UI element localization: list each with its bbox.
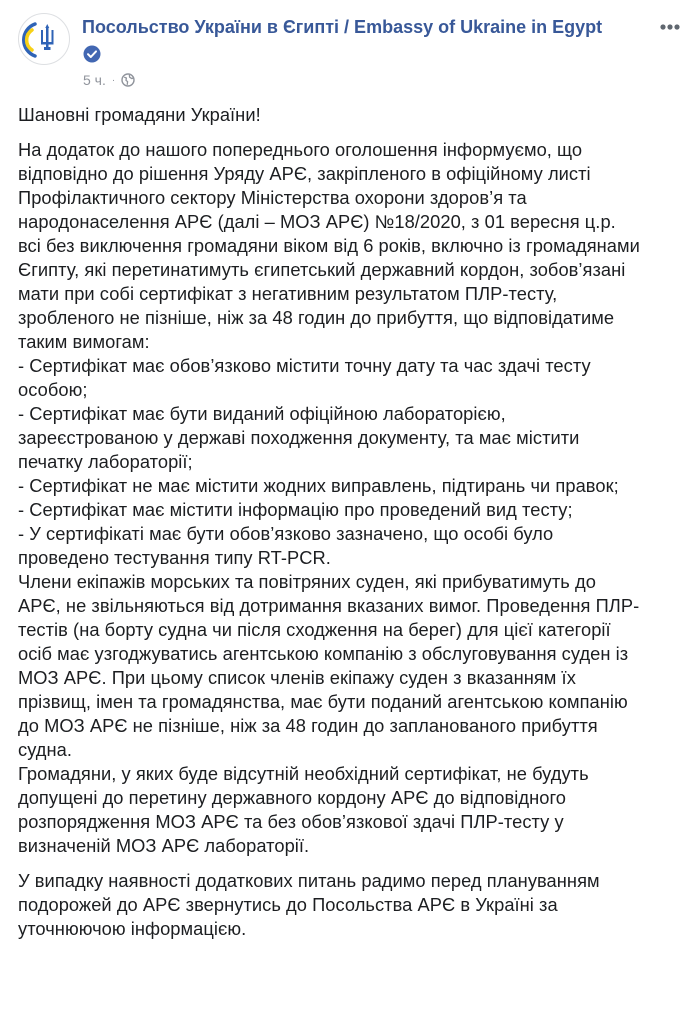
post-body-line: - Сертифікат має обов’язково містити точну дату та час здачі тесту bbox=[18, 355, 591, 376]
post-body-line: Члени екіпажів морських та повітряних суден, які прибуватимуть до bbox=[18, 571, 596, 592]
post-body-line: судна. bbox=[18, 739, 72, 760]
post-body-line: таким вимогам: bbox=[18, 331, 150, 352]
post-body-line: розпорядження МОЗ АРЄ та без обов’язкової здачі ПЛР-тесту у bbox=[18, 811, 564, 832]
post-closing bbox=[18, 869, 678, 941]
meta-separator: · bbox=[111, 74, 116, 86]
post-meta bbox=[83, 70, 135, 90]
post-body-line: - У сертифікаті має бути обов’язково зазначено, що особі було bbox=[18, 523, 554, 544]
more-options-icon[interactable] bbox=[655, 14, 685, 40]
post-body-line: зробленого не пізніше, ніж за 48 годин до прибуття, що відповідатиме bbox=[18, 307, 615, 328]
post-body-line: всі без виключення громадяни віком від 6 років, включно із громадянами bbox=[18, 235, 640, 256]
post-greeting: Шановні громадяни України! bbox=[18, 104, 261, 125]
post-body-line: - Сертифікат має бути виданий офіційною лабораторією, bbox=[18, 403, 506, 424]
page-name-link[interactable]: Посольство України в Єгипті / Embassy of Ukraine in Egypt bbox=[82, 17, 603, 37]
post-body-line: відповідно до рішення Уряду АРЄ, закріпленого в офіційному листі bbox=[18, 163, 591, 184]
post-body-line: МОЗ АРЄ. При цьому список членів екіпажу суден з вказанням їх bbox=[18, 667, 576, 688]
post-body-line: тестів (на борту судна чи після сходження на берег) для цієї категорії bbox=[18, 619, 611, 640]
post-body-line: осіб має узгоджуватись агентською компанію з обслуговування суден із bbox=[18, 643, 629, 664]
post-body-line: Профілактичного сектору Міністерства охорони здоров’я та bbox=[18, 187, 527, 208]
verified-check-icon bbox=[83, 45, 101, 63]
post-body-line: - Сертифікат не має містити жодних виправлень, підтирань чи правок; bbox=[18, 475, 619, 496]
post-body-line: особою; bbox=[18, 379, 88, 400]
post-body-line: допущені до перетину державного кордону АРЄ до відповідного bbox=[18, 787, 566, 808]
post-body bbox=[18, 138, 678, 858]
post-body-line: На додаток до нашого попереднього оголошення інформуємо, що bbox=[18, 139, 583, 160]
post-closing-line: У випадку наявності додаткових питань радимо перед плануванням bbox=[18, 870, 600, 891]
post-body-line: печатку лабораторії; bbox=[18, 451, 193, 472]
post-body-line: Громадяни, у яких буде відсутній необхідний сертифікат, не будуть bbox=[18, 763, 589, 784]
post-body-line: проведено тестування типу RT-PCR. bbox=[18, 547, 331, 568]
post-closing-line: уточнюючою інформацією. bbox=[18, 918, 247, 939]
post-body-line: Єгипту, які перетинатимуть єгипетський державний кордон, зобов’язані bbox=[18, 259, 626, 280]
post-body-line: - Сертифікат має містити інформацію про проведений вид тесту; bbox=[18, 499, 573, 520]
post-body-line: АРЄ, не звільняються від дотримання вказаних вимог. Проведення ПЛР- bbox=[18, 595, 640, 616]
globe-icon[interactable] bbox=[121, 73, 135, 87]
post-body-line: до МОЗ АРЄ не пізніше, ніж за 48 годин до запланованого прибуття bbox=[18, 715, 598, 736]
post-message bbox=[18, 103, 678, 952]
post-closing-line: подорожей до АРЄ звернутись до Посольства АРЄ в Україні за bbox=[18, 894, 558, 915]
post-timestamp[interactable]: 5 ч. bbox=[83, 72, 106, 88]
page-avatar[interactable] bbox=[18, 13, 70, 65]
post-body-line: визначеній МОЗ АРЄ лабораторії. bbox=[18, 835, 310, 856]
post-body-line: народонаселення АРЄ (далі – МОЗ АРЄ) №18/2020, з 01 вересня ц.р. bbox=[18, 211, 616, 232]
post-body-line: прізвищ, імен та громадянства, має бути поданий агентською компанію bbox=[18, 691, 628, 712]
post-body-line: мати при собі сертифікат з негативним результатом ПЛР-тесту, bbox=[18, 283, 558, 304]
ukraine-trident-logo-icon bbox=[19, 14, 70, 65]
post-body-line: зареєстрованою у державі походження документу, та має містити bbox=[18, 427, 580, 448]
